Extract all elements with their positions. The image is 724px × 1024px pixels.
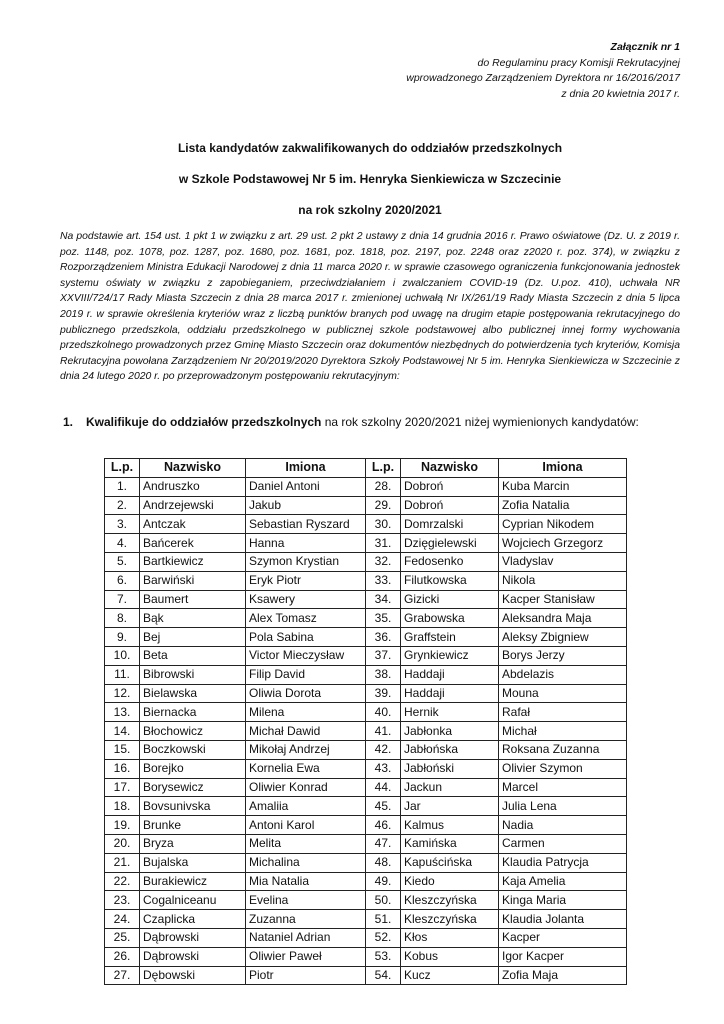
table-row bbox=[105, 834, 627, 853]
cell-lp: 23. bbox=[105, 891, 140, 910]
table-row bbox=[105, 947, 627, 966]
section-number: 1. bbox=[63, 415, 74, 429]
cell-lp: 8. bbox=[105, 609, 140, 628]
header-firstnames-right: Imiona bbox=[499, 459, 627, 478]
cell-surname: Bąk bbox=[140, 609, 246, 628]
cell-firstnames: Nikola bbox=[499, 571, 627, 590]
table-row bbox=[105, 590, 627, 609]
cell-surname: Kleszczyńska bbox=[401, 891, 499, 910]
cell-lp: 39. bbox=[366, 684, 401, 703]
cell-lp: 46. bbox=[366, 816, 401, 835]
cell-firstnames: Igor Kacper bbox=[499, 947, 627, 966]
cell-surname: Bańcerek bbox=[140, 534, 246, 553]
cell-firstnames: Ksawery bbox=[246, 590, 366, 609]
cell-firstnames: Sebastian Ryszard bbox=[246, 515, 366, 534]
cell-lp: 17. bbox=[105, 778, 140, 797]
cell-firstnames: Abdelazis bbox=[499, 665, 627, 684]
cell-lp: 26. bbox=[105, 947, 140, 966]
cell-lp: 18. bbox=[105, 797, 140, 816]
cell-lp: 19. bbox=[105, 816, 140, 835]
cell-lp: 40. bbox=[366, 703, 401, 722]
cell-lp: 44. bbox=[366, 778, 401, 797]
cell-lp: 11. bbox=[105, 665, 140, 684]
attachment-line-3: z dnia 20 kwietnia 2017 r. bbox=[561, 87, 680, 100]
cell-firstnames: Mouna bbox=[499, 684, 627, 703]
cell-surname: Borysewicz bbox=[140, 778, 246, 797]
table-row bbox=[105, 665, 627, 684]
cell-firstnames: Oliwier Konrad bbox=[246, 778, 366, 797]
candidates-table bbox=[104, 458, 627, 985]
cell-firstnames: Milena bbox=[246, 703, 366, 722]
cell-surname: Kłos bbox=[401, 928, 499, 947]
cell-firstnames: Klaudia Jolanta bbox=[499, 910, 627, 929]
cell-surname: Domrzalski bbox=[401, 515, 499, 534]
cell-surname: Bibrowski bbox=[140, 665, 246, 684]
cell-firstnames: Michał Dawid bbox=[246, 722, 366, 741]
table-row bbox=[105, 740, 627, 759]
cell-surname: Fedosenko bbox=[401, 552, 499, 571]
cell-lp: 36. bbox=[366, 628, 401, 647]
cell-surname: Bovsunivska bbox=[140, 797, 246, 816]
cell-surname: Bartkiewicz bbox=[140, 552, 246, 571]
table-row bbox=[105, 872, 627, 891]
cell-firstnames: Eryk Piotr bbox=[246, 571, 366, 590]
cell-surname: Kamińska bbox=[401, 834, 499, 853]
cell-surname: Dzięgielewski bbox=[401, 534, 499, 553]
cell-lp: 25. bbox=[105, 928, 140, 947]
cell-lp: 4. bbox=[105, 534, 140, 553]
cell-lp: 51. bbox=[366, 910, 401, 929]
section-bold-text: Kwalifikuje do oddziałów przedszkolnych bbox=[86, 415, 322, 429]
header-lp-left: L.p. bbox=[105, 459, 140, 478]
table-row bbox=[105, 477, 627, 496]
cell-firstnames: Carmen bbox=[499, 834, 627, 853]
table-row bbox=[105, 928, 627, 947]
cell-lp: 41. bbox=[366, 722, 401, 741]
cell-firstnames: Amaliia bbox=[246, 797, 366, 816]
cell-surname: Kapuścińska bbox=[401, 853, 499, 872]
cell-surname: Hernik bbox=[401, 703, 499, 722]
cell-surname: Grabowska bbox=[401, 609, 499, 628]
cell-firstnames: Rafał bbox=[499, 703, 627, 722]
cell-firstnames: Szymon Krystian bbox=[246, 552, 366, 571]
table-row bbox=[105, 853, 627, 872]
cell-firstnames: Aleksy Zbigniew bbox=[499, 628, 627, 647]
cell-lp: 14. bbox=[105, 722, 140, 741]
document-heading bbox=[60, 133, 680, 226]
cell-lp: 2. bbox=[105, 496, 140, 515]
table-row bbox=[105, 966, 627, 985]
cell-lp: 45. bbox=[366, 797, 401, 816]
table-row bbox=[105, 722, 627, 741]
cell-lp: 34. bbox=[366, 590, 401, 609]
cell-firstnames: Pola Sabina bbox=[246, 628, 366, 647]
cell-firstnames: Borys Jerzy bbox=[499, 646, 627, 665]
cell-firstnames: Zofia Natalia bbox=[499, 496, 627, 515]
table-header-row bbox=[105, 459, 627, 478]
cell-lp: 42. bbox=[366, 740, 401, 759]
cell-surname: Graffstein bbox=[401, 628, 499, 647]
cell-firstnames: Zuzanna bbox=[246, 910, 366, 929]
cell-lp: 30. bbox=[366, 515, 401, 534]
table-row bbox=[105, 646, 627, 665]
cell-firstnames: Wojciech Grzegorz bbox=[499, 534, 627, 553]
cell-lp: 21. bbox=[105, 853, 140, 872]
cell-surname: Kobus bbox=[401, 947, 499, 966]
cell-firstnames: Cyprian Nikodem bbox=[499, 515, 627, 534]
cell-lp: 7. bbox=[105, 590, 140, 609]
cell-surname: Bryza bbox=[140, 834, 246, 853]
cell-lp: 50. bbox=[366, 891, 401, 910]
cell-lp: 38. bbox=[366, 665, 401, 684]
cell-firstnames: Kacper bbox=[499, 928, 627, 947]
cell-firstnames: Olivier Szymon bbox=[499, 759, 627, 778]
cell-firstnames: Vladyslav bbox=[499, 552, 627, 571]
cell-lp: 52. bbox=[366, 928, 401, 947]
heading-line-1: Lista kandydatów zakwalifikowanych do oddziałów przedszkolnych bbox=[177, 141, 563, 155]
cell-firstnames: Michał bbox=[499, 722, 627, 741]
cell-firstnames: Evelina bbox=[246, 891, 366, 910]
cell-surname: Dębowski bbox=[140, 966, 246, 985]
attachment-title: Załącznik nr 1 bbox=[610, 41, 680, 53]
cell-lp: 24. bbox=[105, 910, 140, 929]
attachment-line-1: do Regulaminu pracy Komisji Rekrutacyjnej bbox=[477, 56, 680, 69]
cell-surname: Filutkowska bbox=[401, 571, 499, 590]
cell-surname: Dobroń bbox=[401, 496, 499, 515]
cell-lp: 13. bbox=[105, 703, 140, 722]
cell-firstnames: Antoni Karol bbox=[246, 816, 366, 835]
cell-lp: 15. bbox=[105, 740, 140, 759]
cell-firstnames: Kinga Maria bbox=[499, 891, 627, 910]
cell-surname: Bujalska bbox=[140, 853, 246, 872]
table-row bbox=[105, 778, 627, 797]
cell-surname: Jar bbox=[401, 797, 499, 816]
table-row bbox=[105, 797, 627, 816]
cell-lp: 12. bbox=[105, 684, 140, 703]
cell-surname: Brunke bbox=[140, 816, 246, 835]
cell-surname: Bej bbox=[140, 628, 246, 647]
cell-lp: 5. bbox=[105, 552, 140, 571]
table-row bbox=[105, 571, 627, 590]
cell-lp: 29. bbox=[366, 496, 401, 515]
cell-firstnames: Kaja Amelia bbox=[499, 872, 627, 891]
cell-lp: 22. bbox=[105, 872, 140, 891]
cell-firstnames: Mikołaj Andrzej bbox=[246, 740, 366, 759]
cell-lp: 47. bbox=[366, 834, 401, 853]
cell-firstnames: Marcel bbox=[499, 778, 627, 797]
cell-lp: 31. bbox=[366, 534, 401, 553]
cell-surname: Grynkiewicz bbox=[401, 646, 499, 665]
cell-surname: Kucz bbox=[401, 966, 499, 985]
cell-firstnames: Zofia Maja bbox=[499, 966, 627, 985]
cell-surname: Jackun bbox=[401, 778, 499, 797]
table-row bbox=[105, 552, 627, 571]
table-row bbox=[105, 496, 627, 515]
cell-surname: Boczkowski bbox=[140, 740, 246, 759]
cell-lp: 6. bbox=[105, 571, 140, 590]
header-surname-right: Nazwisko bbox=[401, 459, 499, 478]
legal-basis-paragraph: Na podstawie art. 154 ust. 1 pkt 1 w związku z art. 29 ust. 2 pkt 2 ustawy z dnia 14 grudnia 2016 r. Prawo oświatowe (Dz. U. z 2019 r. poz. 1148, poz. 1078, poz. 1287, poz. 1680, poz. 1681, poz. 1818, poz. 2197, poz. 2248 oraz z2020 r. poz. 374), w związku z Rozporządzeniem Ministra Edukacji Narodowej z dnia 11 marca 2020 r. w sprawie czasowego ograniczenia funkcjonowania jednostek systemu oświaty w związku z zapobieganiem, przeciwdziałaniem i zwalczaniem COVID-19 (Dz. U.poz. 410), uchwała NR XXVIII/724/17 Rady Miasta Szczecin z dnia 28 marca 2017 r. zmienionej uchwałą Nr IX/261/19 Rady Miasta Szczecin z dnia 5 lipca 2019 r. w sprawie określenia kryteriów wraz z liczbą punktów branych pod uwagę na drugim etapie postępowania rekrutacyjnego do publicznego przedszkola, oddziału przedszkolnego w publicznej szkole podstawowej albo publicznej innej formy wychowania przedszkolnego prowadzonych przez Gminę Miasto Szczecin oraz dokumentów niezbędnych do potwierdzenia tych kryteriów, Komisja Rekrutacyjna powołana Zarządzeniem Nr 20/2019/2020 Dyrektora Szkoły Podstawowej Nr 5 im. Henryka Sienkiewicza w Szczecinie z dnia 24 lutego 2020 r. po przeprowadzonym postępowaniu rekrutacyjnym: bbox=[60, 231, 680, 383]
cell-firstnames: Klaudia Patrycja bbox=[499, 853, 627, 872]
cell-surname: Haddaji bbox=[401, 684, 499, 703]
cell-firstnames: Kacper Stanisław bbox=[499, 590, 627, 609]
table-row bbox=[105, 910, 627, 929]
cell-surname: Gizicki bbox=[401, 590, 499, 609]
cell-firstnames: Nadia bbox=[499, 816, 627, 835]
cell-firstnames: Daniel Antoni bbox=[246, 477, 366, 496]
cell-lp: 10. bbox=[105, 646, 140, 665]
cell-firstnames: Aleksandra Maja bbox=[499, 609, 627, 628]
cell-firstnames: Melita bbox=[246, 834, 366, 853]
section-rest-text: na rok szkolny 2020/2021 niżej wymienionych kandydatów: bbox=[321, 415, 639, 429]
cell-firstnames: Julia Lena bbox=[499, 797, 627, 816]
cell-lp: 43. bbox=[366, 759, 401, 778]
cell-firstnames: Nataniel Adrian bbox=[246, 928, 366, 947]
cell-surname: Jabłońska bbox=[401, 740, 499, 759]
cell-firstnames: Hanna bbox=[246, 534, 366, 553]
cell-lp: 35. bbox=[366, 609, 401, 628]
cell-surname: Czaplicka bbox=[140, 910, 246, 929]
cell-firstnames: Oliwier Paweł bbox=[246, 947, 366, 966]
cell-surname: Kiedo bbox=[401, 872, 499, 891]
table-row bbox=[105, 684, 627, 703]
cell-surname: Błochowicz bbox=[140, 722, 246, 741]
cell-lp: 28. bbox=[366, 477, 401, 496]
cell-surname: Antczak bbox=[140, 515, 246, 534]
cell-surname: Baumert bbox=[140, 590, 246, 609]
cell-lp: 16. bbox=[105, 759, 140, 778]
cell-surname: Burakiewicz bbox=[140, 872, 246, 891]
cell-surname: Beta bbox=[140, 646, 246, 665]
cell-surname: Andrzejewski bbox=[140, 496, 246, 515]
cell-firstnames: Victor Mieczysław bbox=[246, 646, 366, 665]
cell-surname: Jabłoński bbox=[401, 759, 499, 778]
header-lp-right: L.p. bbox=[366, 459, 401, 478]
cell-firstnames: Kuba Marcin bbox=[499, 477, 627, 496]
cell-lp: 20. bbox=[105, 834, 140, 853]
table-row bbox=[105, 515, 627, 534]
heading-line-2: w Szkole Podstawowej Nr 5 im. Henryka Sienkiewicza w Szczecinie bbox=[178, 172, 562, 186]
cell-firstnames: Oliwia Dorota bbox=[246, 684, 366, 703]
cell-lp: 37. bbox=[366, 646, 401, 665]
cell-surname: Haddaji bbox=[401, 665, 499, 684]
cell-surname: Dobroń bbox=[401, 477, 499, 496]
cell-surname: Biernacka bbox=[140, 703, 246, 722]
header-firstnames-left: Imiona bbox=[246, 459, 366, 478]
table-row bbox=[105, 534, 627, 553]
cell-lp: 27. bbox=[105, 966, 140, 985]
cell-firstnames: Roksana Zuzanna bbox=[499, 740, 627, 759]
table-row bbox=[105, 816, 627, 835]
header-surname-left: Nazwisko bbox=[140, 459, 246, 478]
cell-firstnames: Jakub bbox=[246, 496, 366, 515]
cell-firstnames: Filip David bbox=[246, 665, 366, 684]
attachment-line-2: wprowadzonego Zarządzeniem Dyrektora nr 16/2016/2017 bbox=[406, 72, 680, 84]
cell-surname: Dąbrowski bbox=[140, 928, 246, 947]
cell-surname: Dąbrowski bbox=[140, 947, 246, 966]
cell-surname: Andruszko bbox=[140, 477, 246, 496]
table-row bbox=[105, 891, 627, 910]
cell-surname: Barwiński bbox=[140, 571, 246, 590]
cell-lp: 48. bbox=[366, 853, 401, 872]
table-row bbox=[105, 703, 627, 722]
cell-lp: 1. bbox=[105, 477, 140, 496]
table-row bbox=[105, 759, 627, 778]
cell-firstnames: Mia Natalia bbox=[246, 872, 366, 891]
cell-surname: Cogalniceanu bbox=[140, 891, 246, 910]
cell-surname: Bielawska bbox=[140, 684, 246, 703]
cell-lp: 49. bbox=[366, 872, 401, 891]
table-row bbox=[105, 628, 627, 647]
cell-lp: 53. bbox=[366, 947, 401, 966]
cell-surname: Borejko bbox=[140, 759, 246, 778]
cell-surname: Jabłonka bbox=[401, 722, 499, 741]
heading-line-3: na rok szkolny 2020/2021 bbox=[298, 203, 442, 217]
cell-lp: 33. bbox=[366, 571, 401, 590]
cell-surname: Kalmus bbox=[401, 816, 499, 835]
cell-firstnames: Alex Tomasz bbox=[246, 609, 366, 628]
cell-firstnames: Piotr bbox=[246, 966, 366, 985]
section-1-heading bbox=[63, 414, 639, 430]
cell-firstnames: Kornelia Ewa bbox=[246, 759, 366, 778]
cell-lp: 54. bbox=[366, 966, 401, 985]
table-body bbox=[105, 477, 627, 985]
table-row bbox=[105, 609, 627, 628]
cell-surname: Kleszczyńska bbox=[401, 910, 499, 929]
attachment-note bbox=[406, 40, 680, 102]
cell-firstnames: Michalina bbox=[246, 853, 366, 872]
cell-lp: 3. bbox=[105, 515, 140, 534]
cell-lp: 32. bbox=[366, 552, 401, 571]
cell-lp: 9. bbox=[105, 628, 140, 647]
